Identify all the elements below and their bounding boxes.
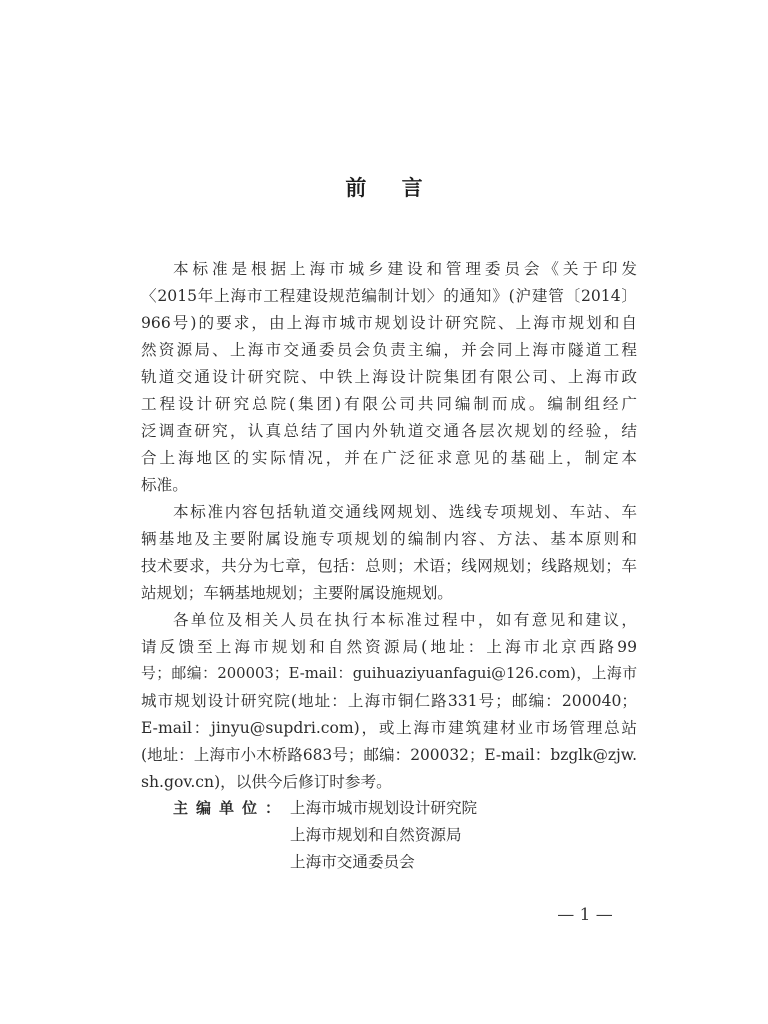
paragraph-line: 城市规划设计研究院(地址：上海市铜仁路331号；邮编：200040； [141, 692, 638, 710]
paragraph-line: sh.gov.cn)，以供今后修订时参考。 [141, 773, 392, 791]
paragraph-line: 轨道交通设计研究院、中铁上海设计院集团有限公司、上海市政 [141, 368, 637, 386]
paragraph-line: 合上海地区的实际情况，并在广泛征求意见的基础上，制定本 [141, 449, 637, 467]
chief-editor-unit: 上海市城市规划设计研究院 [290, 799, 478, 817]
page-title: 前 言 [345, 176, 437, 200]
page-number: — 1 — [557, 905, 613, 925]
chief-editor-unit: 上海市交通委员会 [290, 853, 415, 871]
paragraph-line: 本标准是根据上海市城乡建设和管理委员会《关于印发 [173, 260, 637, 278]
paragraph-line: 〈2015年上海市工程建设规范编制计划〉的通知》(沪建管〔2014〕 [141, 287, 637, 305]
paragraph-line: 然资源局、上海市交通委员会负责主编，并会同上海市隧道工程 [141, 341, 637, 359]
paragraph-line: E-mail：jinyu@supdri.com)，或上海市建筑建材业市场管理总站 [141, 719, 637, 737]
chief-editor-unit: 上海市规划和自然资源局 [290, 826, 462, 844]
paragraph-line: 966号)的要求，由上海市城市规划设计研究院、上海市规划和自 [141, 314, 637, 332]
paragraph-line: 各单位及相关人员在执行本标准过程中，如有意见和建议， [173, 611, 637, 629]
paragraph-line: 标准。 [141, 476, 188, 494]
paragraph-line: 号；邮编：200003；E-mail：guihuaziyuanfagui@126.com)，上海市 [141, 665, 637, 682]
chief-editor-label: 主编单位： [173, 799, 289, 817]
paragraph-line: (地址：上海市小木桥路683号；邮编：200032；E-mail：bzglk@zjw. [141, 746, 637, 764]
paragraph-line: 泛调查研究，认真总结了国内外轨道交通各层次规划的经验，结 [141, 422, 637, 440]
paragraph-line: 辆基地及主要附属设施专项规划的编制内容、方法、基本原则和 [141, 530, 637, 548]
paragraph-line: 工程设计研究总院(集团)有限公司共同编制而成。编制组经广 [141, 395, 637, 413]
paragraph-line: 站规划；车辆基地规划；主要附属设施规划。 [141, 584, 453, 602]
paragraph-line: 请反馈至上海市规划和自然资源局(地址：上海市北京西路99 [141, 638, 637, 656]
paragraph-line: 技术要求，共分为七章，包括：总则；术语；线网规划；线路规划；车 [141, 557, 637, 575]
paragraph-line: 本标准内容包括轨道交通线网规划、选线专项规划、车站、车 [173, 503, 637, 521]
